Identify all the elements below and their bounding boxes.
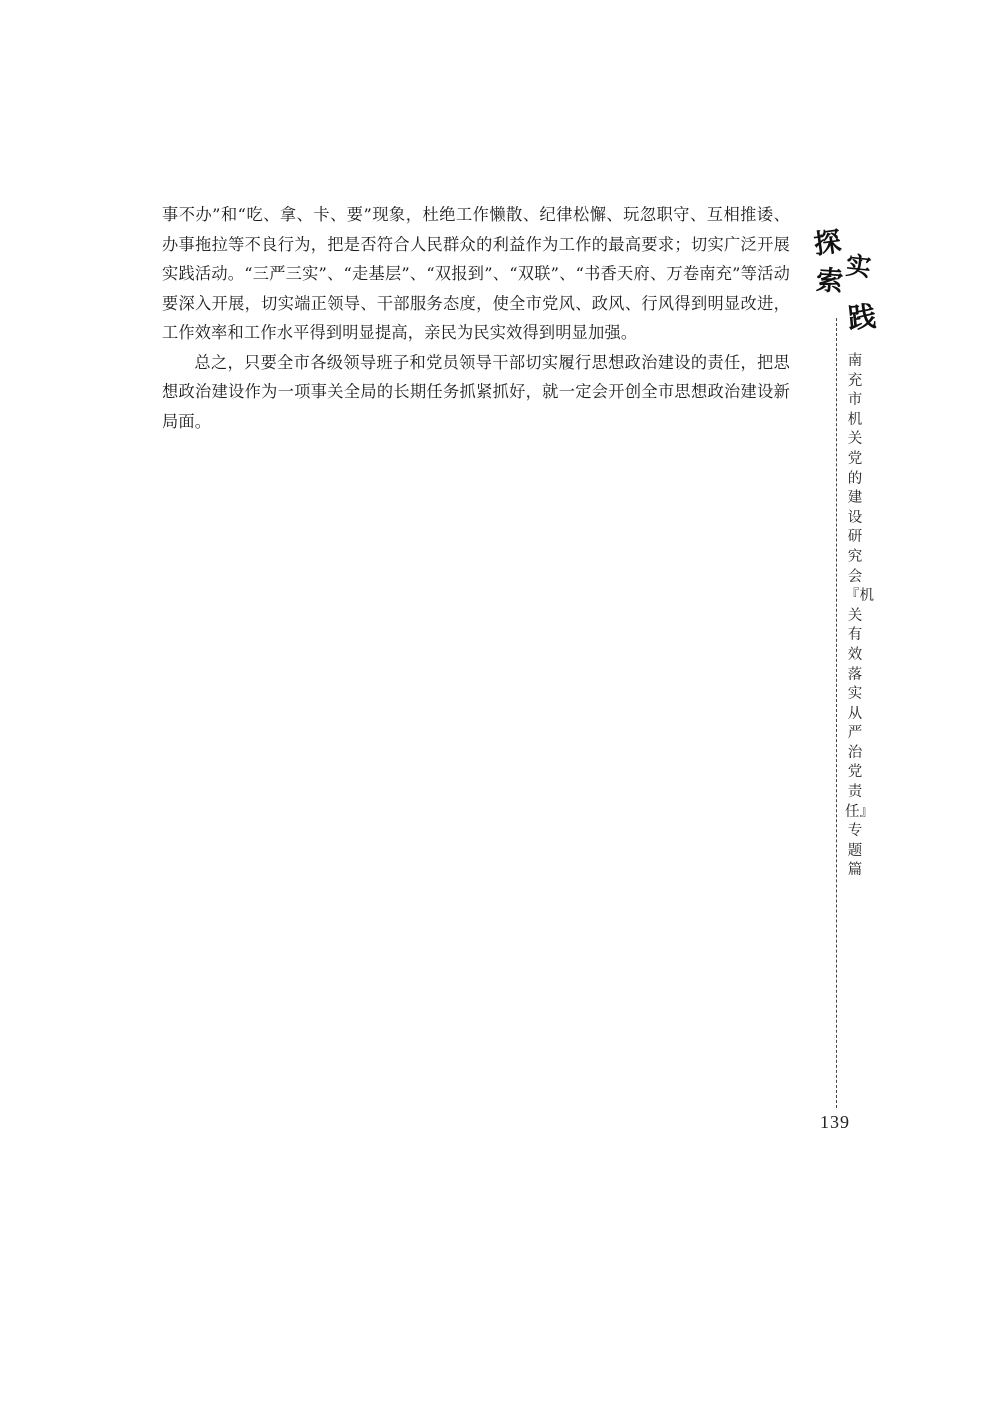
paragraph-2: 总之，只要全市各级领导班子和党员领导干部切实履行思想政治建设的责任，把思想政治建设作为一项事关全局的长期任务抓紧抓好，就一定会开创全市思想政治建设新局面。 bbox=[162, 352, 790, 431]
body-text bbox=[162, 200, 790, 436]
paragraph-1: 事不办”和“吃、拿、卡、要”现象，杜绝工作懒散、纪律松懈、玩忽职守、互相推诿、办事拖拉等不良行为，把是否符合人民群众的利益作为工作的最高要求；切实广泛开展实践活动。“三严三实”、“走基层”、“双报到”、“双联”、“书香天府、万卷南充”等活动要深入开展，切实端正领导、干部服务态度，使全市党风、政风、行风得到明显改进，工作效率和工作水平得到明显提高，亲民为民实效得到明显加强。 bbox=[162, 205, 790, 342]
brand-logo bbox=[812, 228, 882, 346]
vertical-section-title: 南充市机关党的建设研究会『机关有效落实从严治党责任』专题篇 bbox=[845, 353, 874, 879]
page-number: 139 bbox=[820, 1112, 850, 1132]
dashed-divider bbox=[836, 318, 837, 1108]
brand-char-shi: 实 bbox=[844, 250, 873, 283]
brand-char-jian: 践 bbox=[846, 299, 878, 336]
brand-char-tan: 探 bbox=[811, 226, 844, 261]
brand-char-suo: 索 bbox=[814, 265, 845, 298]
